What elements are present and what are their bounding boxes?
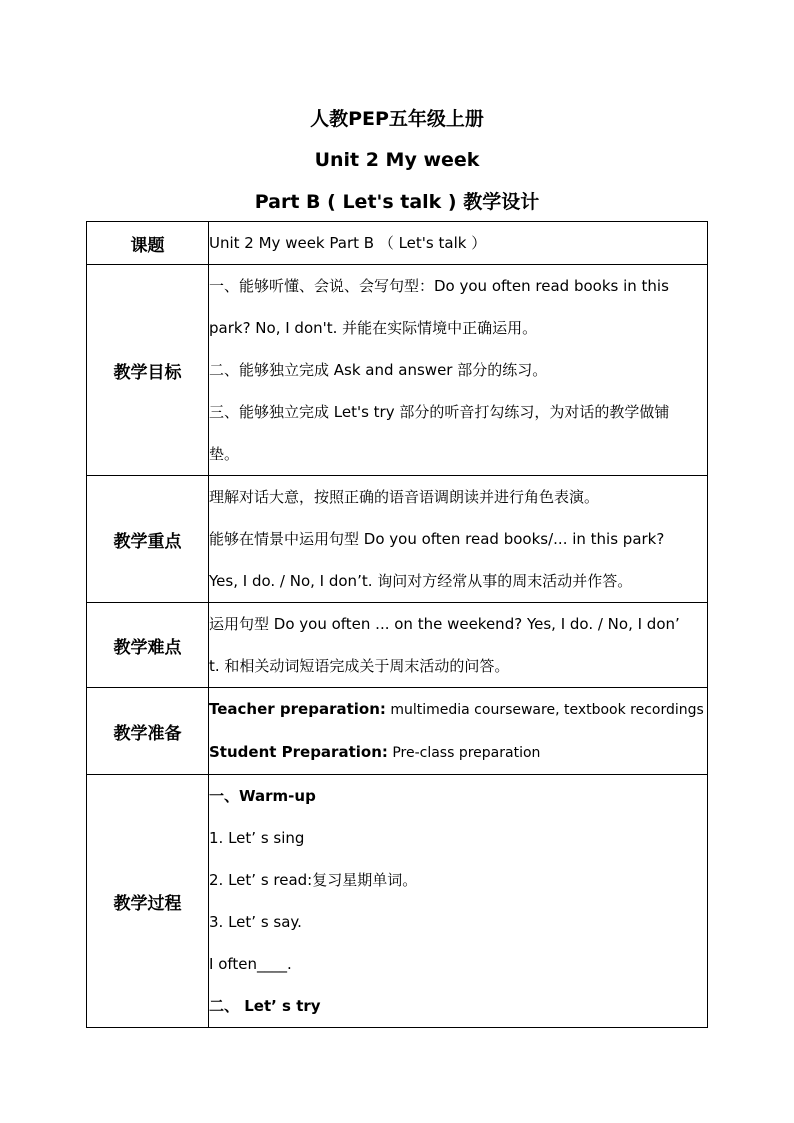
row-preparation <box>87 688 708 775</box>
row-topic-value <box>209 222 708 265</box>
teacher-preparation-label: Teacher preparation: <box>209 700 386 718</box>
row-objectives-value <box>209 265 708 476</box>
row-objectives-label: 教学目标 <box>87 265 209 476</box>
document-title-unit: Unit 2 My week <box>314 149 480 171</box>
row-preparation-value <box>209 688 708 775</box>
lesson-plan-table <box>86 221 708 1028</box>
row-preparation-label: 教学准备 <box>87 688 209 775</box>
student-preparation-label: Student Preparation: <box>209 743 388 761</box>
row-key-points <box>87 476 708 603</box>
row-difficulties <box>87 603 708 688</box>
document-title-part: Part B ( Let's talk ) 教学设计 <box>254 191 540 213</box>
row-key-points-label: 教学重点 <box>87 476 209 603</box>
student-preparation-value: Pre-class preparation <box>387 745 541 761</box>
process-step: 3. Let’ s say. <box>209 913 302 931</box>
objective-line: 垫。 <box>209 445 240 463</box>
process-section-heading: 二、 Let’ s try <box>209 997 321 1015</box>
row-key-points-value <box>209 476 708 603</box>
row-topic-label: 课题 <box>87 222 209 265</box>
row-difficulties-value <box>209 603 708 688</box>
row-difficulties-label: 教学难点 <box>87 603 209 688</box>
process-section-heading: 一、Warm-up <box>209 787 316 805</box>
teacher-preparation-value: multimedia courseware, textbook recordings <box>385 702 704 718</box>
teacher-preparation <box>209 688 707 731</box>
key-point-line: Yes, I do. / No, I don’t. 询问对方经常从事的周末活动并作答。 <box>209 572 633 590</box>
process-step: I often____. <box>209 955 292 973</box>
objective-line: 一、能够听懂、会说、会写句型：Do you often read books in this <box>209 277 669 295</box>
row-process <box>87 775 708 1028</box>
row-process-value <box>209 775 708 1028</box>
row-topic <box>87 222 708 265</box>
row-process-label: 教学过程 <box>87 775 209 1028</box>
process-step: 2. Let’ s read:复习星期单词。 <box>209 871 418 889</box>
difficulty-line: t. 和相关动词短语完成关于周末活动的问答。 <box>209 657 510 675</box>
student-preparation <box>209 731 707 774</box>
process-step: 1. Let’ s sing <box>209 829 305 847</box>
objective-line: park? No, I don't. 并能在实际情境中正确运用。 <box>209 319 538 337</box>
row-objectives <box>87 265 708 476</box>
difficulty-line: 运用句型 Do you often ... on the weekend? Yes, I do. / No, I don’ <box>209 615 680 633</box>
objective-line: 二、能够独立完成 Ask and answer 部分的练习。 <box>209 361 548 379</box>
key-point-line: 能够在情景中运用句型 Do you often read books/... in this park? <box>209 530 665 548</box>
topic-text: Unit 2 My week Part B （ Let's talk ） <box>209 234 487 252</box>
key-point-line: 理解对话大意，按照正确的语音语调朗读并进行角色表演。 <box>209 488 600 506</box>
objective-line: 三、能够独立完成 Let's try 部分的听音打勾练习，为对话的教学做铺 <box>209 403 670 421</box>
document-title-grade: 人教PEP五年级上册 <box>310 108 484 130</box>
